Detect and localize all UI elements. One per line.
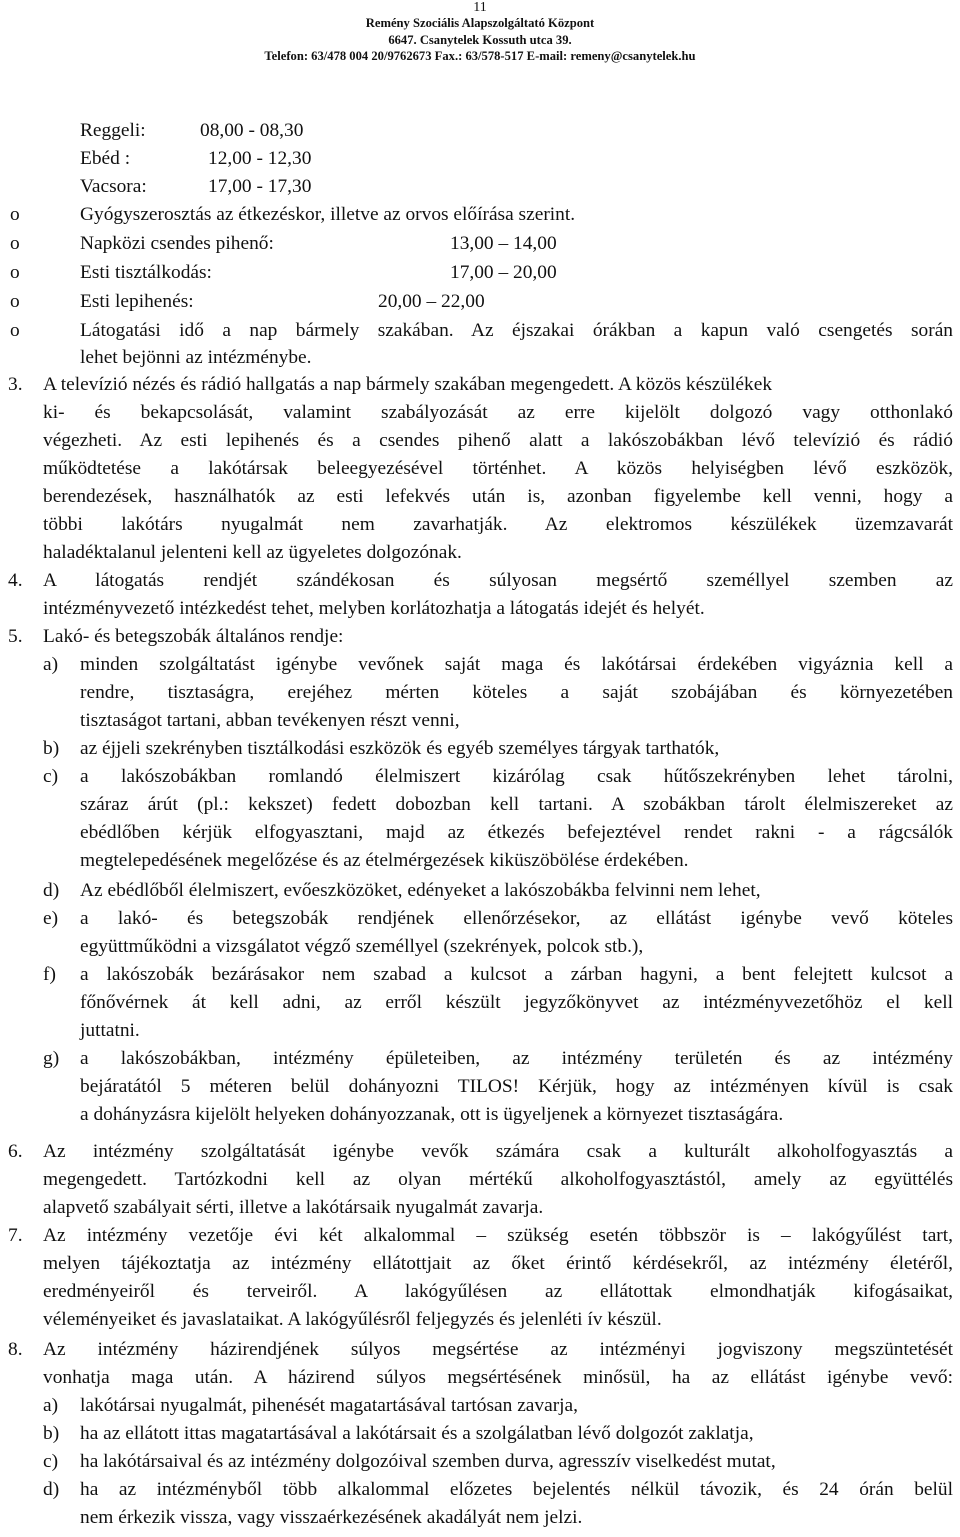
- rule-line: minden szolgáltatást igénybe vevőnek saját maga és lakótársai érdekében vigyáznia kell a: [80, 654, 953, 675]
- section-number: 5.: [8, 626, 23, 647]
- rule-line: ha az ellátott ittas magatartásával a lakótársait és a szolgálatban lévő dolgozót zaklatja,: [80, 1423, 754, 1444]
- letterhead: [0, 0, 960, 65]
- section-line: Lakó- és betegszobák általános rendje:: [43, 626, 344, 647]
- meal-label: Vacsora:: [80, 176, 147, 197]
- org-contact: Telefon: 63/478 004 20/9762673 Fax.: 63/578-517 E-mail: remeny@csanytelek.hu: [264, 49, 696, 63]
- org-address: 6647. Csanytelek Kossuth utca 39.: [388, 32, 572, 47]
- rule-line: nem érkezik vissza, vagy visszaérkezésének akadályát nem jelzi.: [80, 1507, 583, 1528]
- meal-label: Reggeli:: [80, 120, 146, 141]
- meal-time: 17,00 - 17,30: [208, 176, 312, 197]
- section-number: 6.: [8, 1141, 23, 1162]
- bullet-text: Gyógyszerosztás az étkezéskor, illetve az orvos előírása szerint.: [80, 204, 576, 225]
- rule-line: a lakószobákban, intézmény épületeiben, az intézmény területén és az intézmény: [80, 1048, 953, 1069]
- rule-marker: f): [43, 964, 56, 985]
- bullet-text: Esti lepihenés:: [80, 291, 194, 312]
- rule-line: megtelepedésének megelőzése és az ételmérgezések kiküszöbölése érdekében.: [80, 850, 689, 871]
- bullet-time: 17,00 – 20,00: [450, 262, 557, 283]
- section-line: intézményvezető intézkedést tehet, melyben korlátozhatja a látogatás idejét és helyét.: [43, 598, 705, 619]
- rule-line: a dohányzásra kijelölt helyeken dohányozzanak, ott is ügyeljenek a környezet tisztaságára.: [80, 1104, 784, 1125]
- meal-time: 08,00 - 08,30: [200, 120, 304, 141]
- rule-line: az éjjeli szekrényben tisztálkodási eszközök és egyéb személyes tárgyak tarthatók,: [80, 738, 720, 759]
- org-name: Remény Szociális Alapszolgáltató Központ: [365, 16, 595, 30]
- section-line: Az intézmény házirendjének súlyos megsértése az intézményi jogviszony megszüntetését: [43, 1339, 953, 1360]
- bullet-time: 13,00 – 14,00: [450, 233, 557, 254]
- rule-line: ha az intézményből több alkalommal előzetes bejelentés nélkül távozik, és 24 órán belül: [80, 1479, 953, 1500]
- rule-marker: e): [43, 908, 59, 929]
- rule-line: ha lakótársaival és az intézmény dolgozóival szemben durva, agresszív viselkedést mutat,: [80, 1451, 776, 1472]
- rule-line: bejáratától 5 méteren belül dohányozni TILOS! Kérjük, hogy az intézményen kívül is csak: [80, 1076, 953, 1097]
- rule-line: főnővérnek át kell adni, az erről készült jegyzőkönyvet az intézményvezetőhöz el kell: [80, 992, 953, 1013]
- page-number: 11: [473, 0, 487, 15]
- rule-line: száraz árút (pl.: kekszet) fedett dobozban kell tartani. A szobákban tárolt élelmiszereket az: [80, 794, 953, 815]
- section-line: berendezések, használhatók az esti lefekvés után is, azonban figyelembe kell venni, hogy a: [43, 486, 953, 507]
- bullet-text: lehet bejönni az intézménybe.: [80, 347, 312, 368]
- bullet-text: Látogatási idő a nap bármely szakában. Az éjszakai órákban a kapun való csengetés során: [80, 320, 953, 341]
- bullet-time: 20,00 – 22,00: [378, 291, 485, 312]
- rule-marker: c): [43, 766, 59, 787]
- rule-marker: c): [43, 1451, 59, 1472]
- section-number: 7.: [8, 1225, 23, 1246]
- rule-line: juttatni.: [80, 1020, 140, 1041]
- section-line: végezheti. Az esti lepihenés és a csendes pihenő alatt a lakószobákban lévő televízió és rádió: [43, 430, 953, 451]
- section-number: 4.: [8, 570, 23, 591]
- section-line: melyen tájékoztatja az intézmény ellátottjait az őket érintő kérdésekről, az intézmény életéről,: [43, 1253, 953, 1274]
- section-line: A televízió nézés és rádió hallgatás a nap bármely szakában megengedett. A közös készülékek: [43, 374, 773, 395]
- bullet-marker: o: [10, 320, 20, 341]
- bullet-text: Esti tisztálkodás:: [80, 262, 212, 283]
- section-line: vonhatja maga után. A házirend súlyos megsértésének minősül, ha az ellátást igénybe vevő:: [43, 1367, 953, 1388]
- section-line: véleményeiket és javaslataikat. A lakógyűlésről feljegyzés és jelenléti ív készül.: [43, 1309, 662, 1330]
- bullet-marker: o: [10, 262, 20, 283]
- rule-line: tisztaságot tartani, abban tevékenyen részt venni,: [80, 710, 460, 731]
- section-line: eredményeiről és terveiről. A lakógyűlésen az ellátottak elmondhatják kifogásaikat,: [43, 1281, 953, 1302]
- rule-line: a lakószobák bezárásakor nem szabad a kulcsot a zárban hagyni, a bent felejtett kulcsot a: [80, 964, 953, 985]
- section-line: megengedett. Tartózkodni kell az olyan mértékű alkoholfogyasztástól, amely az együttélés: [43, 1169, 953, 1190]
- rule-marker: g): [43, 1048, 60, 1069]
- rule-marker: a): [43, 1395, 59, 1416]
- section-number: 3.: [8, 374, 23, 395]
- section-number: 8.: [8, 1339, 23, 1360]
- rule-marker: b): [43, 738, 60, 759]
- rule-line: együttműködni a vizsgálatot végző személlyel (szekrények, polcok stb.),: [80, 936, 644, 957]
- bullet-text: Napközi csendes pihenő:: [80, 233, 274, 254]
- rule-line: a lakószobákban romlandó élelmiszert kizárólag csak hűtőszekrényben lehet tárolni,: [80, 766, 953, 787]
- bullet-marker: o: [10, 291, 20, 312]
- rule-line: rendre, tisztaságra, erejéhez mérten köteles a saját szobájában és környezetében: [80, 682, 953, 703]
- rule-marker: d): [43, 1479, 60, 1500]
- section-line: haladéktalanul jelenteni kell az ügyeletes dolgozónak.: [43, 542, 462, 563]
- rule-line: lakótársai nyugalmát, pihenését magatartásával tartósan zavarja,: [80, 1395, 579, 1416]
- section-line: alapvető szabályait sérti, illetve a lakótársaik nyugalmát zavarja.: [43, 1197, 544, 1218]
- section-line: Az intézmény szolgáltatását igénybe vevők számára csak a kulturált alkoholfogyasztás a: [43, 1141, 953, 1162]
- section-line: többi lakótárs nyugalmát nem zavarhatják. Az elektromos készülékek üzemzavarát: [43, 514, 953, 535]
- section-line: A látogatás rendjét szándékosan és súlyosan megsértő személlyel szemben az: [43, 570, 953, 591]
- rule-line: ebédlőben kérjük elfogyasztani, majd az étkezés befejeztével rendet rakni - a rágcsálók: [80, 822, 953, 843]
- section-line: működtetése a lakótársak beleegyezésével történhet. A közös helyiségben lévő eszközök,: [43, 458, 953, 479]
- rule-marker: b): [43, 1423, 60, 1444]
- bullet-marker: o: [10, 204, 20, 225]
- rule-line: a lakó- és betegszobák rendjének ellenőrzésekor, az ellátást igénybe vevő köteles: [80, 908, 953, 929]
- rule-line: Az ebédlőből élelmiszert, evőeszközöket, edényeket a lakószobákba felvinni nem lehet,: [80, 880, 761, 901]
- rule-marker: d): [43, 880, 60, 901]
- section-line: ki- és bekapcsolását, valamint szabályozását az erre kijelölt dolgozó vagy otthonlakó: [43, 402, 953, 423]
- bullet-marker: o: [10, 233, 20, 254]
- section-line: Az intézmény vezetője évi két alkalommal – szükség esetén többször is – lakógyűlést tart,: [43, 1225, 953, 1246]
- meal-label: Ebéd :: [80, 148, 131, 169]
- meal-time: 12,00 - 12,30: [208, 148, 312, 169]
- rule-marker: a): [43, 654, 59, 675]
